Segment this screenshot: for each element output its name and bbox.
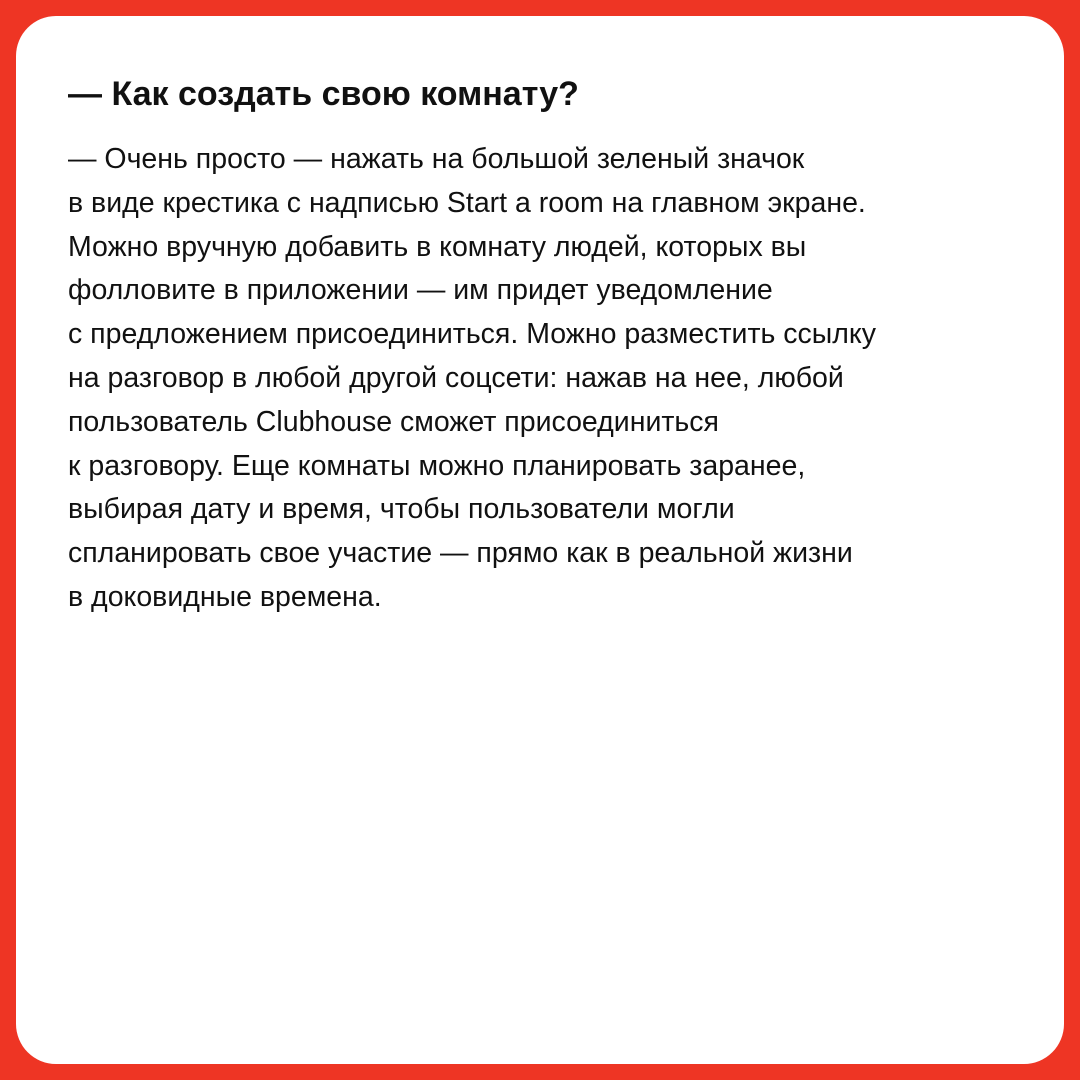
answer-line: выбирая дату и время, чтобы пользователи могли: [68, 493, 735, 526]
answer-line: фолловите в приложении — им придет уведомление: [68, 274, 773, 307]
answer-line: с предложением присоединиться. Можно разместить ссылку: [68, 318, 876, 351]
answer-line: в доковидные времена.: [68, 580, 382, 613]
answer-line: к разговору. Еще комнаты можно планировать заранее,: [68, 449, 806, 482]
answer-line: — Очень просто — нажать на большой зеленый значок: [68, 143, 805, 175]
answer-line: спланировать свое участие — прямо как в реальной жизни: [68, 537, 853, 570]
question-heading: — Как создать свою комнату?: [68, 75, 579, 113]
answer-line: на разговор в любой другой соцсети: нажав на нее, любой: [68, 361, 844, 394]
answer-line: в виде крестика с надписью Start a room на главном экране.: [68, 186, 866, 219]
answer-paragraph: [68, 138, 876, 620]
answer-line: пользователь Clubhouse сможет присоединиться: [68, 405, 719, 438]
content-card: [16, 16, 1064, 1064]
answer-line: Можно вручную добавить в комнату людей, которых вы: [68, 230, 807, 263]
